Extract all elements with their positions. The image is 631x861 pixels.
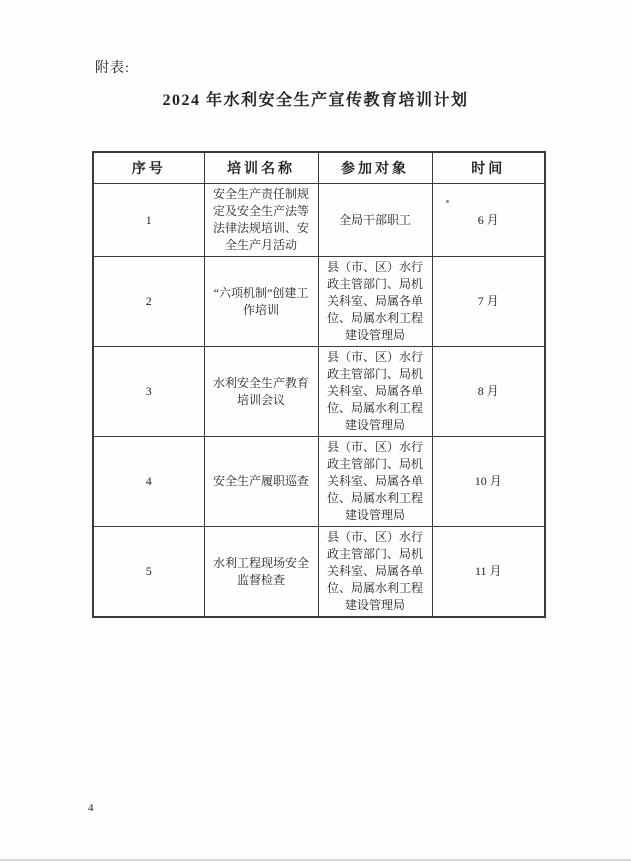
cell-time: 8 月	[432, 347, 545, 437]
cell-participants: 县（市、区）水行政主管部门、局机关科室、局属各单位、局属水利工程建设管理局	[318, 347, 432, 437]
cell-time: 7 月	[432, 257, 545, 347]
cell-no: 2	[93, 257, 204, 347]
cell-no: 3	[93, 347, 204, 437]
cell-participants: 县（市、区）水行政主管部门、局机关科室、局属各单位、局属水利工程建设管理局	[318, 257, 432, 347]
cell-no: 1	[93, 184, 204, 257]
table-row	[93, 527, 545, 618]
column-header-training-name: 培训名称	[204, 152, 318, 184]
cell-time: 10 月	[432, 437, 545, 527]
cell-no: 5	[93, 527, 204, 618]
cell-training-name: 安全生产责任制规定及安全生产法等法律法规培训、安全生产月活动	[204, 184, 318, 257]
table-row	[93, 257, 545, 347]
column-header-participants: 参加对象	[318, 152, 432, 184]
cell-participants: 全局干部职工	[318, 184, 432, 257]
table-row	[93, 437, 545, 527]
column-header-no: 序号	[93, 152, 204, 184]
table-header	[93, 152, 545, 184]
table-body	[93, 184, 545, 618]
scan-speck-artifact	[446, 200, 449, 203]
cell-participants: 县（市、区）水行政主管部门、局机关科室、局属各单位、局属水利工程建设管理局	[318, 437, 432, 527]
cell-participants: 县（市、区）水行政主管部门、局机关科室、局属各单位、局属水利工程建设管理局	[318, 527, 432, 618]
cell-training-name: 水利安全生产教育培训会议	[204, 347, 318, 437]
column-header-time: 时间	[432, 152, 545, 184]
cell-training-name: 安全生产履职巡查	[204, 437, 318, 527]
page-number: 4	[88, 802, 94, 814]
attachment-label: 附表:	[95, 61, 130, 76]
table-row	[93, 347, 545, 437]
training-plan-table	[92, 151, 546, 618]
document-title: 2024 年水利安全生产宣传教育培训计划	[162, 92, 469, 109]
table-row	[93, 184, 545, 257]
cell-time: 11 月	[432, 527, 545, 618]
cell-time: 6 月	[432, 184, 545, 257]
cell-training-name: 水利工程现场安全监督检查	[204, 527, 318, 618]
cell-no: 4	[93, 437, 204, 527]
cell-training-name: “六项机制”创建工作培训	[204, 257, 318, 347]
